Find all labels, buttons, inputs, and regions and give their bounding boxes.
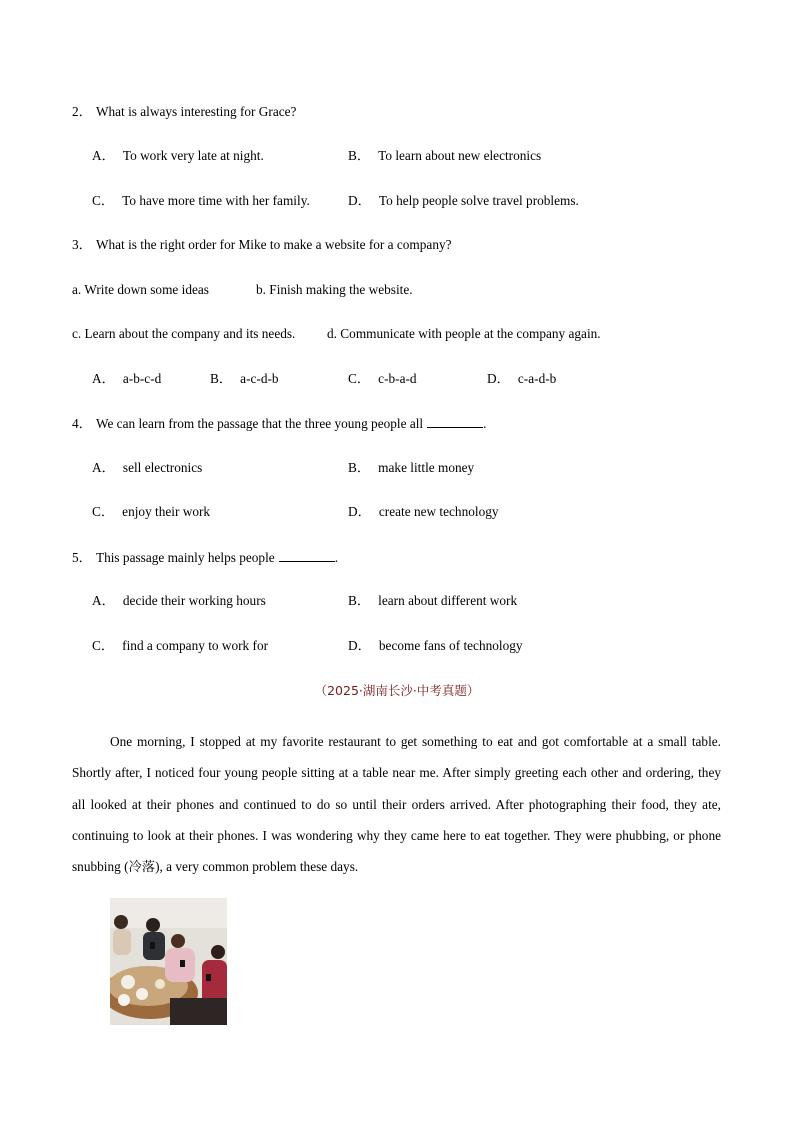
option-2a — [92, 147, 264, 165]
question-text: This passage mainly helps people — [95, 550, 275, 565]
question-number: 5． — [72, 550, 92, 565]
question-text: What is always interesting for Grace? — [95, 104, 297, 119]
restaurant-photo — [110, 898, 227, 1025]
option-text: To learn about new electronics — [378, 148, 542, 163]
option-4b — [348, 459, 474, 477]
option-5d — [348, 637, 523, 655]
option-letter: A． — [92, 371, 115, 386]
option-text: make little money — [378, 460, 475, 475]
exam-source: （2025·湖南长沙·中考真题） — [314, 683, 480, 698]
option-text: decide their working hours — [122, 593, 266, 608]
option-2d — [348, 192, 579, 210]
option-5c — [92, 637, 268, 655]
option-text: find a company to work for — [122, 638, 269, 653]
step-a: a. Write down some ideas — [72, 282, 209, 297]
answer-blank — [279, 548, 335, 562]
option-2b — [348, 147, 541, 165]
option-text: To work very late at night. — [122, 148, 264, 163]
option-text: a-b-c-d — [122, 371, 162, 386]
step-c: c. Learn about the company and its needs. — [72, 326, 296, 341]
step-d: d. Communicate with people at the company again. — [327, 326, 601, 341]
option-3c — [348, 370, 417, 388]
option-letter: D． — [487, 371, 510, 386]
question-2 — [72, 103, 296, 121]
reading-passage: One morning, I stopped at my favorite restaurant to get something to eat and got comfortable at a small table. Shortly after, I noticed four young people sitting at a table near me. After simply greeting each other and ordering, they all looked at their phones and continued to do so until their orders arrived. After photographing their food, they ate, continuing to look at their phones. I was wondering why they came here to eat together. They were phubbing, or phone snubbing (冷落), a very common problem these days. — [72, 734, 721, 875]
question-text: We can learn from the passage that the three young people all — [95, 416, 424, 431]
option-letter: D． — [348, 193, 371, 208]
option-text: learn about different work — [378, 593, 518, 608]
question-number: 3． — [72, 237, 92, 252]
option-3d — [487, 370, 556, 388]
restaurant-photo-illustration — [110, 898, 227, 1025]
option-text: create new technology — [378, 504, 499, 519]
option-letter: C． — [92, 504, 115, 519]
question-number: 4． — [72, 416, 92, 431]
option-letter: B． — [210, 371, 233, 386]
question-5 — [72, 548, 338, 567]
option-text: enjoy their work — [122, 504, 211, 519]
option-letter: A． — [92, 148, 115, 163]
option-5a — [92, 592, 266, 610]
question-3 — [72, 236, 452, 254]
option-4c — [92, 503, 210, 521]
option-letter: C． — [348, 371, 371, 386]
option-3a — [92, 370, 161, 388]
option-text: c-b-a-d — [378, 371, 417, 386]
option-letter: B． — [348, 148, 371, 163]
option-text: To help people solve travel problems. — [378, 193, 579, 208]
answer-blank — [427, 414, 483, 428]
option-letter: A． — [92, 593, 115, 608]
question-4 — [72, 414, 486, 433]
option-letter: D． — [348, 504, 371, 519]
question-end: . — [334, 550, 339, 565]
option-text: To have more time with her family. — [122, 193, 310, 208]
option-text: become fans of technology — [378, 638, 523, 653]
option-5b — [348, 592, 517, 610]
option-text: c-a-d-b — [517, 371, 557, 386]
option-letter: A． — [92, 460, 115, 475]
option-2c — [92, 192, 310, 210]
option-4d — [348, 503, 499, 521]
option-text: a-c-d-b — [240, 371, 279, 386]
question-text: What is the right order for Mike to make a website for a company? — [95, 237, 452, 252]
option-4a — [92, 459, 202, 477]
option-letter: D． — [348, 638, 371, 653]
question-number: 2． — [72, 104, 92, 119]
option-letter: B． — [348, 593, 371, 608]
option-3b — [210, 370, 279, 388]
question-end: . — [483, 416, 487, 431]
option-letter: B． — [348, 460, 371, 475]
option-letter: C． — [92, 193, 115, 208]
option-text: sell electronics — [122, 460, 203, 475]
option-letter: C． — [92, 638, 115, 653]
step-b: b. Finish making the website. — [256, 282, 413, 297]
